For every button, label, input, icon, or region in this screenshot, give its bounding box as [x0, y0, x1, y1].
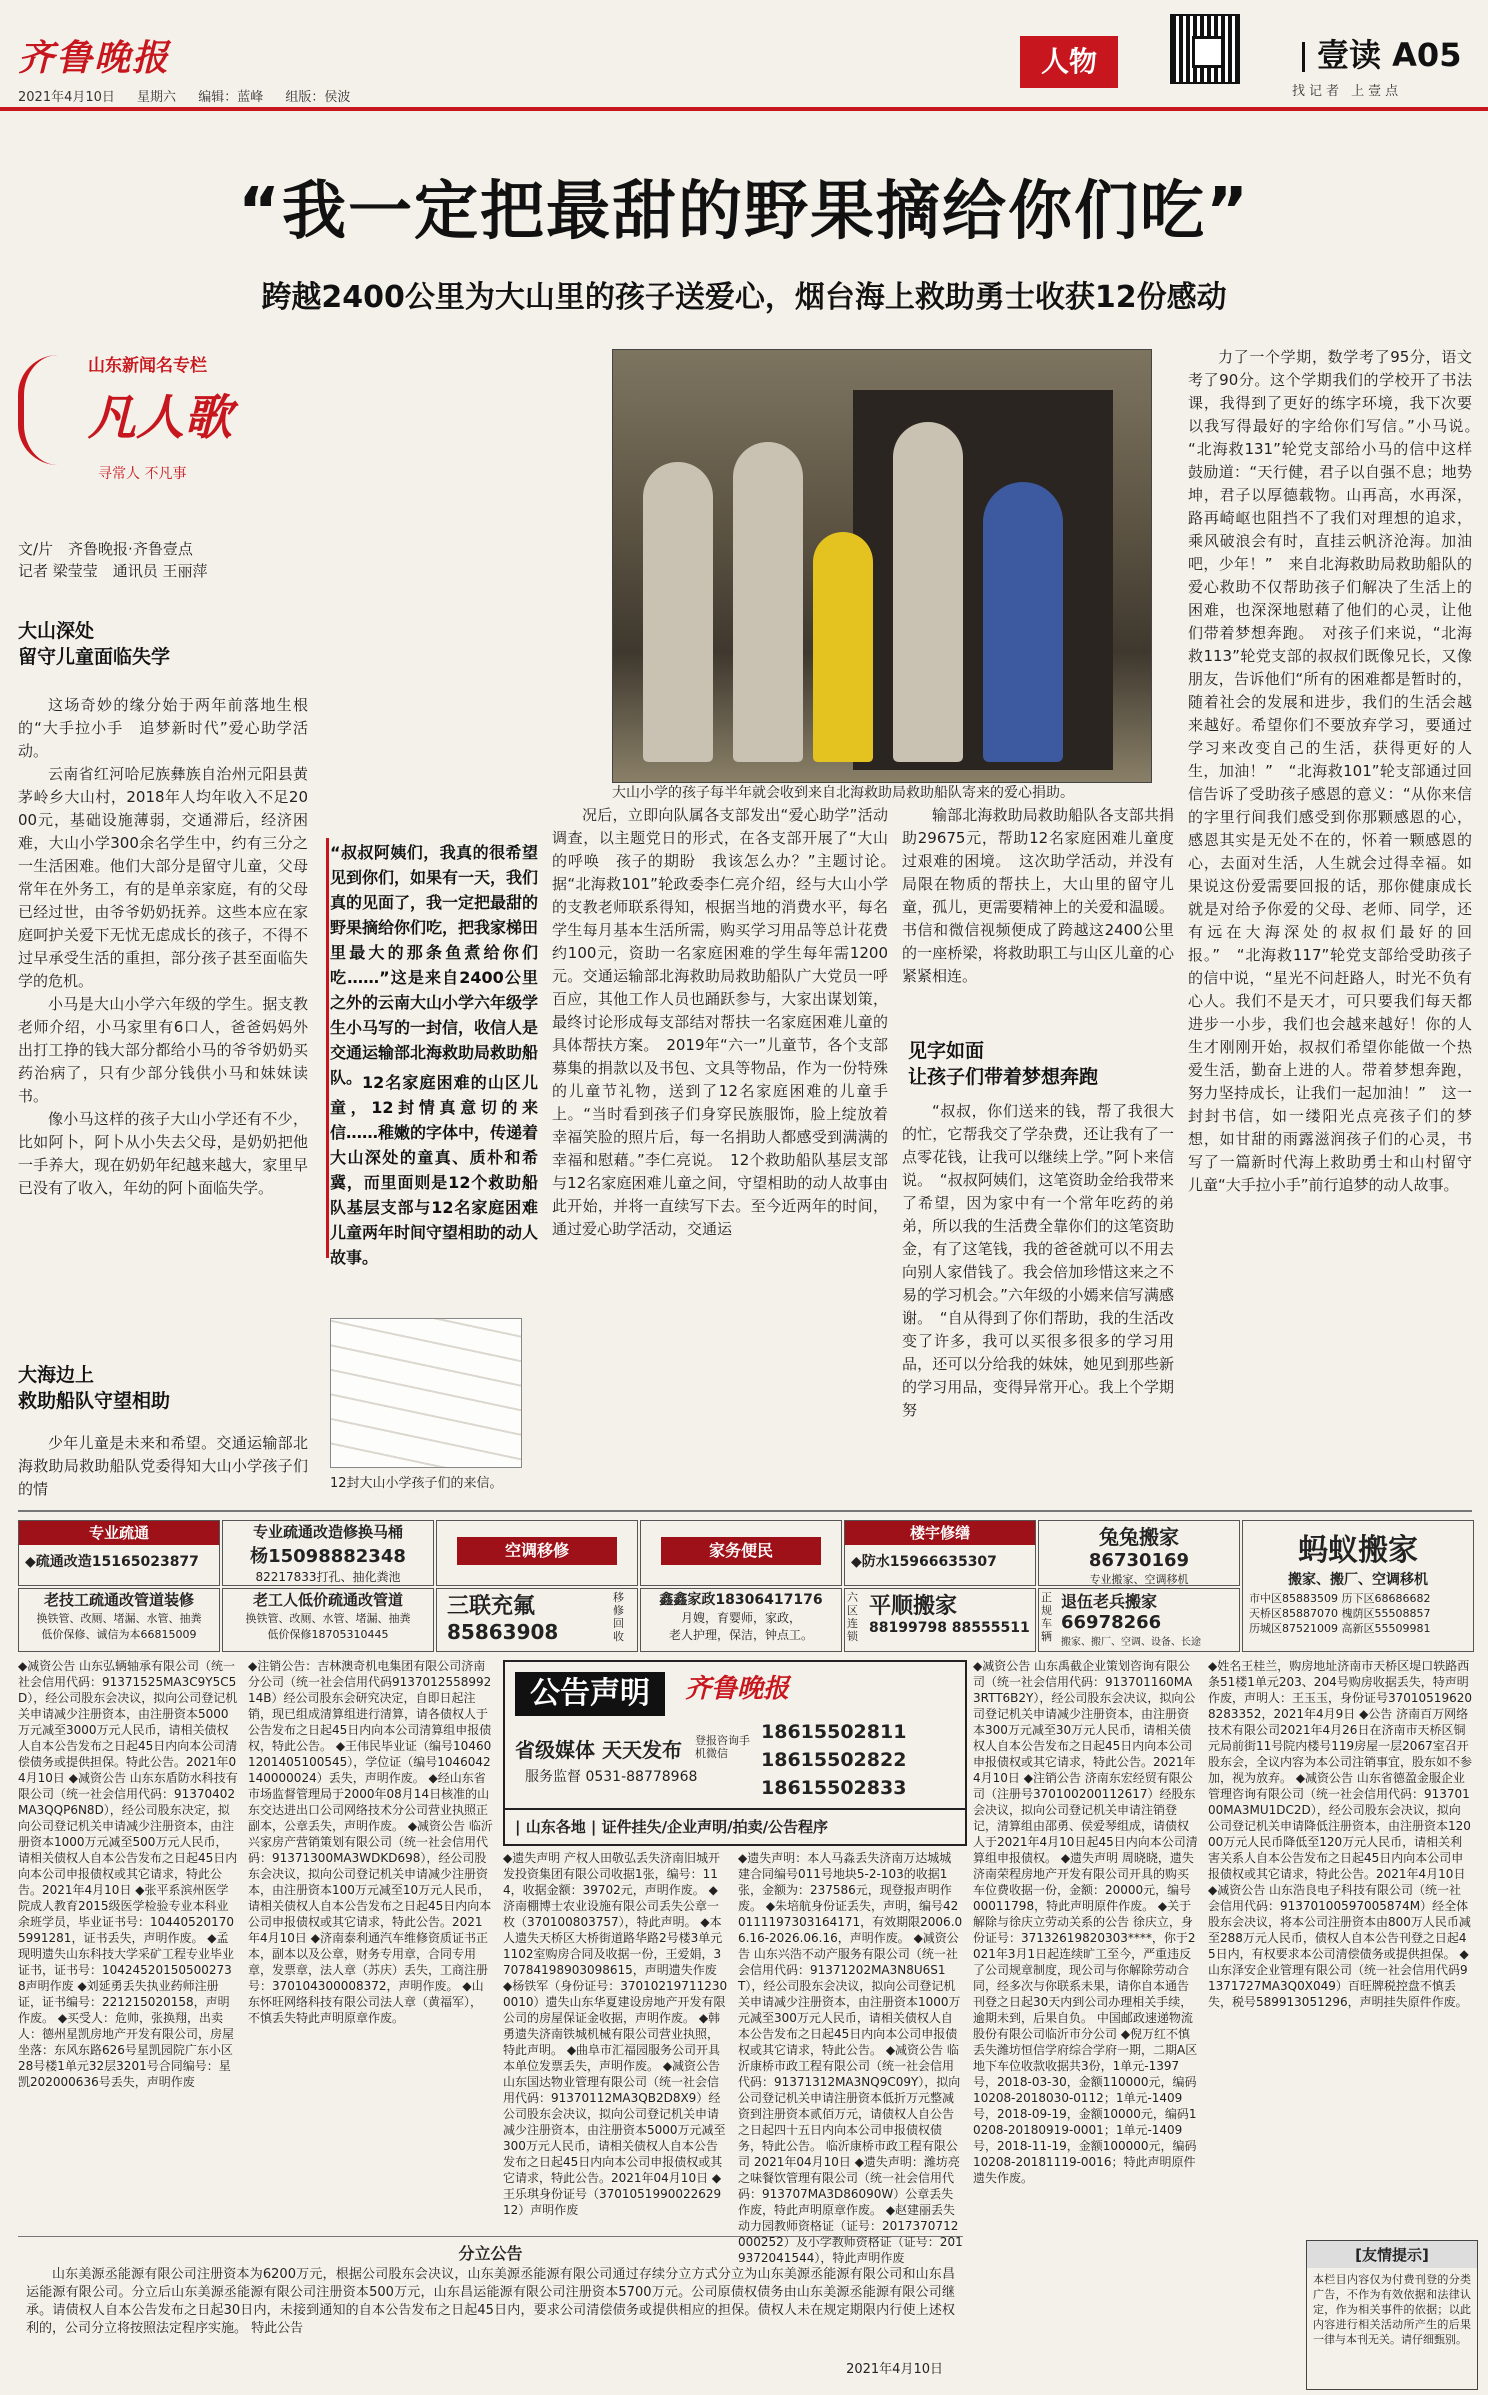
qr-code-icon[interactable] — [1170, 14, 1240, 84]
subtitle-2-line2: 救助船队守望相助 — [18, 1390, 171, 1412]
ad-head: 兔兔搬家 — [1099, 1525, 1179, 1549]
ad-line: 85863908 — [447, 1620, 559, 1644]
banner-title: 公告声明 — [515, 1672, 665, 1716]
ad-building[interactable] — [844, 1520, 1036, 1586]
photo-person — [813, 532, 873, 762]
notice-banner[interactable] — [503, 1660, 967, 1846]
ad-line: 天桥区85887070 槐荫区55508857 — [1249, 1607, 1431, 1620]
split-notice-title: 分立公告 — [458, 2244, 523, 2263]
article-headline: “我一定把最甜的野果摘给你们吃” — [237, 175, 1251, 249]
subtitle-3-line1: 见字如面 — [908, 1040, 985, 1062]
paragraph: 力了一个学期，数学考了95分，语文考了90分。这个学期我们的学校开了书法课，我得到了更好的练字环境，我下次要以我写得最好的字给你们写信。”小马说。 “北海救131”轮党支部给小马的信中这样鼓励道：“天行健，君子以自强不息；地势坤，君子以厚德载物。山再高，水再深，路再崎岖也阻挡不了我们对理想的追求，乘风破浪会有时，直挂云帆济沧海。加油吧，少年！” 来自北海救助局救助船队的爱心救助不仅帮助孩子们解决了生活上的困难，也深深地慰藉了他们的心灵，让他们带着梦想奔跑。 对孩子们来说，“北海救113”轮党支部的叔叔们既像兄长，又像朋友，告诉他们“所有的困难都是暂时的，随着社会的发展和进步，我们的生活会越来越好。希望你们不要放弃学习，要通过学习来改变自己的生活，获得更好的人生，加油！” “北海救101”轮支部通过回信告诉了受助孩子感恩的意义：“从你来信的字里行间我们感受到你那颗感恩的心，感恩其实是无处不在的，怀着一颗感恩的心，去面对生活，人生就会过得幸福。如果说这份爱需要回报的话，那你健康成长就是对给予你爱的父母、老师、同学，还有远在大海深处的叔叔们最好的回报。” “北海救117”轮党支部给受助孩子的信中说，“星光不问赶路人，时光不负有心人。我们不是天才，可只要我们每天都进步一小步，我们也会越来越好！你的人生才刚刚开始，叔叔们希望你能做一个热爱生活，勤奋上进的人。带着梦想奔跑，努力坚持成长，让我们一起加油！” 这一封封书信，如一缕阳光点亮孩子们的梦想，如甘甜的雨露滋润孩子们的心灵，书写了一篇新时代海上救助勇士和山村留守儿童“大手拉小手”前行追梦的动人故事。 — [1188, 348, 1488, 1194]
ad-line: 低价保修、诚信为本66815009 — [41, 1628, 197, 1641]
quote-accent-bar — [326, 838, 329, 1258]
banner-footer: | 山东各地 | 证件挂失/企业声明/拍卖/公告程序 — [505, 1808, 965, 1842]
paragraph: 少年儿童是未来和希望。交通运输部北海救助局救助船队党委得知大山小学孩子们的情 — [18, 1434, 308, 1498]
column-3-body — [552, 804, 904, 1504]
ad-head: 鑫鑫家政18306417176 — [659, 1592, 823, 1608]
phone-number[interactable]: 18615502822 — [761, 1749, 907, 1771]
friendly-tips-box — [1306, 2240, 1478, 2390]
ad-line: 市中区85883509 历下区68686682 — [1249, 1592, 1431, 1605]
ad-moving-ant[interactable] — [1242, 1520, 1474, 1652]
banner-phones — [761, 1718, 906, 1802]
byline-2: 记者 梁莹莹 通讯员 王丽萍 — [18, 562, 208, 580]
notice-text: ◆遗失声明：本人马淼丢失济南万达城城建合同编号011号地块5-2-103的收据1张，金额为：237586元，现登报声明作废。 ◆朱培航身份证丢失，声明，编号420111197303164171，有效期限2006.06.16-2026.06.16，声明作废。 ◆减资公告 山东兴浩不动产服务有限公司（统一社会信用代码：91371202MA3N8U6S1T），经公司股东会决议，拟向公司登记机关申请减少注册资本，由注册资本1000万元减至300万元人民币，请相关债权人自本公告发布之日起45日内向本公司申报债权或其它请求，特此公告。 ◆减资公告 临沂康桥市政工程有限公司（统一社会信用代码：91371312MA3NQ9C09Y），拟向公司登记机关申请注册资本低折万元整减资到注册资本贰佰万元，请债权人自公告之日起四十五日内向本公司申报债权债务，特此公告。 临沂康桥市政工程有限公司 2021年04月10日 ◆遗失声明：潍坊亮之味餐饮管理有限公司（统一社会信用代码：913707MA3D86090W）公章丢失作废，特此声明原章作废。 ◆赵建丽丢失动力园教师资格证（证号：2017370712000252）及小学教师资格证（证号：2019372041544），特此声明作废 — [738, 1851, 963, 2265]
column-name: 凡人歌 — [88, 390, 233, 446]
paragraph: 像小马这样的孩子大山小学还有不少，比如阿卜，阿卜从小失去父母，是奶奶把他一手养大，现在奶奶年纪越来越大，家里早已没有了收入，年幼的阿卜面临失学。 — [18, 1110, 308, 1197]
pub-layout: 组版：侯波 — [285, 90, 351, 105]
notice-column-6 — [1208, 1658, 1472, 2228]
notice-text: ◆姓名王桂兰，购房地址济南市天桥区堤口轶路西条51楼1单元203、204号购房收据丢失，特声明作废，声明人：王玉玉，身份证号370105196208283352，2021年4月9日 ◆公告 济南百万网络技术有限公司2021年4月26日在济南市天桥区铜元局前街11号院内楼号119房屋一层20​67室召开股东会，全议内容为本公司注销事宜，股东如不参加，视为放弃。 ◆减资公告 山东省德盈金服企业管理咨询有限公司（统一社会信用代码：91370100MA3MU1DC2D），经公司股东会决议，拟向公司登记机关申请降低注册资本，由注册资本12000万元人民币降低至120万元人民币，请相关利害关系人自本公告发布之日起45日内向本公司申报债权或其它请求，特此公告。2021年4月10日 ◆减资公告 山东浩良电子科技有限公司（统一社会信用代码：91370100597005874M）经全体股东会决议，将本公司注册资本由800万人民币减至288万元人民币，债权人自本公告刊登之日起45日内，有权要求本公司清偿债务或提供担保。 ◆山东泽安企业管理有限公司（统一社会信用代码91371727MA3Q0X049）百旺牌税控盘不慎丢失，税号589913051296，声明挂失原件作废。 — [1208, 1659, 1473, 2009]
column-4-body-b — [902, 1100, 1174, 1504]
ad-line: ◆疏通改造15165023877 — [25, 1554, 199, 1570]
photo-person — [643, 462, 713, 762]
subtitle-1-line1: 大山深处 — [18, 620, 95, 642]
tips-body: 本栏目内容仅为付费刊登的分类广告，不作为有效依据和法律认定，作为相关事件的依据；以此内容进行相关活动所产生的后果一律与本刊无关。请仔细甄别。 — [1313, 2273, 1471, 2346]
ad-drain-3[interactable] — [18, 1588, 220, 1652]
pub-date: 2021年4月10日 — [18, 90, 115, 105]
banner-service: 服务监督 0531-88778968 — [525, 1769, 698, 1785]
notice-column-5 — [973, 1658, 1198, 2388]
photo-person — [893, 422, 963, 762]
notice-column-4 — [738, 1850, 963, 2265]
page-number-box — [1290, 30, 1461, 76]
header-divider — [0, 107, 1488, 111]
ad-side: 正规车辆 — [1041, 1591, 1052, 1643]
column-logo — [18, 345, 278, 495]
subtitle-1-line2: 留守儿童面临失学 — [18, 646, 171, 668]
notice-column-3 — [503, 1850, 728, 2228]
paragraph: 输部北海救助局救助船队各支部共捐助29675元，帮助12名家庭困难儿童度过艰难的困境。 这次助学活动，并没有局限在物质的帮扶上，大山里的留守儿童，孤儿，更需要精神上的关爱和温暖。书信和微信视频便成了跨越这2400公里的一座桥梁，将救助职工与山区儿童的心紧紧相连。 — [902, 806, 1174, 985]
ad-line: ◆防水15966635307 — [851, 1554, 997, 1570]
split-notice — [18, 2236, 963, 2387]
article-subhead: 跨越2400公里为大山里的孩子送爱心，烟台海上救助勇士收获12份感动 — [261, 280, 1227, 315]
paragraph: 云南省红河哈尼族彝族自治州元阳县黄茅岭乡大山村，2018年人均年收入不足2000元，基础设施薄弱，交通滞后，经济困难，大山小学300余名学生中，约有三分之一生活困难。他们大部分是留守儿童，父母常年在外务工，有的是单亲家庭，有的父母已经过世，由爷爷奶奶抚养。这些本应在家庭呵护关爱下无忧无虑成长的孩子，不得不过早承受生活的重担，部分孩子甚至面临失学的危机。 — [18, 765, 308, 990]
letters-photo — [330, 1318, 522, 1468]
ad-head: 空调移修 — [457, 1537, 617, 1565]
notice-column-1 — [18, 1658, 238, 2228]
notice-text: ◆遗失声明 产权人田敬弘丢失济南旧城开发投资集团有限公司收据1张，编号：114，收据金额：39702元，声明作废。 ◆济南棚博士农业设施有限公司丢失公章一枚（370100803757），特此声明。 ◆本人遗失天桥区大桥街道路华路2号楼3单元1102室购房合同及收据一份，王爱娟，370784198903098615，声明遗失作废 ◆杨铁军（身份证号：370102197112300010）遗失山东华夏建设房地产开发有限公司的房屋保证金收据，声明作废。 ◆韩勇遗失济南铁城机械有限公司营业执照，特此声明。 ◆曲阜市汇福园服务公司开具本单位发票丢失，声明作废。 ◆减资公告 山东国达物业管理有限公司（统一社会信用代码：91370112MA3QB2D8X9）经公司股东会决议，拟向公司登记机关申请减少注册资本，由注册资本5000万元减至300万元人民币，请相关债权人自本公告发布之日起45日内向本公司申报债权或其它请求，特此公告。2021年04月10日 ◆王乐琪身份证号（370105199002262912）声明作废 — [503, 1851, 728, 2217]
ad-line: 杨15098882348 — [250, 1546, 406, 1567]
ad-head: 平顺搬家 — [869, 1594, 958, 1619]
ad-line: 搬家、搬厂、空调、设备、长途 — [1061, 1637, 1201, 1648]
split-notice-body: 山东美源丞能源有限公司注册资本为6200万元，根据公司股东会决议，山东美源丞能源有限公司通过存续分立方式分立为山东美源丞能源有限公司和山东昌运能源有限公司。分立后山东美源丞能源有限公司注册资本500万元，山东昌运能源有限公司注册资本5700万元。公司原债权债务由山东美源丞能源有限公司继承。请债权人自本公告发布之日起30日内，未接到通知的自本公告发布之日起45日内，要求公司清偿债务或提供相应的担保。债权人未在规定期限内行使上述权利的，公司分立将按照法定程序实施。 特此公告 — [26, 2267, 955, 2336]
subtitle-2 — [18, 1362, 298, 1414]
ad-head: 家务便民 — [661, 1537, 821, 1565]
banner-brand: 齐鲁晚报 — [685, 1674, 790, 1704]
ad-pingshun[interactable] — [844, 1588, 1036, 1652]
column-1-body-2 — [18, 1432, 308, 1502]
notice-column-2 — [248, 1658, 493, 2228]
paragraph: 况后，立即向队属各支部发出“爱心助学”活动调查，以主题党日的形式，在各支部开展了“大山的呼唤 孩子的期盼 我该怎么办？”主题讨论。 据“北海救101”轮政委李仁亮介绍，经与大山小学的支教老师联系得知，根据当地的消费水平，每名学生每月基本生活所需，购买学习用品等总计花费约100元，资助一名家庭困难的学生每年需1200元。交通运输部北海救助局救助船队广大党员一呼百应，其他工作人员也踊跃参与，大家出谋划策，最终讨论形成每支部结对帮扶一名家庭困难儿童的具体帮扶方案。 2019年“六一”儿童节，各个支部募集的捐款以及书包、文具等物品，作为一份特殊的儿童节礼物，送到了12名家庭困难的儿童手上。“当时看到孩子们身穿民族服饰，脸上绽放着幸福笑脸的照片后，每一名捐助人都感受到满满的幸福和慰藉。”李仁亮说。 12个救助船队基层支部与12名家庭困难儿童之间，守望相助的动人故事由此开始，并将一直续写下去。至今近两年的时间，通过爱心助学活动，交通运 — [552, 806, 904, 1238]
ad-side: 移修回收 — [613, 1591, 624, 1643]
pub-editor: 编辑：蓝峰 — [198, 90, 264, 105]
notice-text: ◆减资公告 山东禹截企业策划咨询有限公司（统一社会信用代码：913701160MA3RTT6B2Y），经公司股东会决议，拟向公司登记机关申请减少注册资本，由注册资本300万元减至30万元人民币，请相关债权人自本公告发布之日起45日内向本公司申报债权或其它请求，特此公告。2021年4月10日 ◆注销公告 济南东宏经贸有限公司（注册号3701002001126​17）经股东会决议，拟向公司登记机关申请注销登记，清算组由邵勇、侯爱琴组成，请债权人于2021年4月10日起45日内向本公司清算组申报债权。 ◆遗失声明 周晓晓，遗失济南荣程房地产开发有限公司开具的购买车位费收据一份，金额：20000元，编号00011798，特此声明原件作废。 ◆关于解除与徐庆立劳动关系的公告 徐庆立，身份证号：37132619820303****，你于2021年3月1日起连续旷工至今，严重违反了公司规章制度，现公司与你解除劳动合同，经多次与你联系未果，请你自本通告刊登之日起30天内到公司办理相关手续，逾期未到，后果自负。 中国邮政速递物流股份有限公司临沂市分公司 ◆倪万红不慎丢失潍坊恒信学府综合学府一期，二期A区地下车位收款收据共3份，1单元-1397号，2018-03-30，金额110000元，编码10208-2018030-0112；1单元-1409号，2018-09-19，金额10000元，编码10208-20180919-0001；1单元-1409号，2018-11-19，金额100000元，编码10208-20181119-0016；特此声明原件遗失作废。 — [973, 1659, 1198, 2185]
ad-line: 低价保修18705310445 — [267, 1628, 389, 1641]
publication-info — [18, 86, 368, 105]
ad-head: 楼宇修缮 — [845, 1521, 1035, 1545]
ad-drain-2[interactable] — [222, 1520, 434, 1586]
column-5-body — [1188, 346, 1488, 1504]
ad-freon[interactable] — [436, 1588, 638, 1652]
column-4-body-a — [902, 804, 1174, 1024]
ad-xinxin[interactable] — [640, 1588, 842, 1652]
tips-title: [友情提示] — [1307, 2241, 1477, 2268]
ad-veteran[interactable] — [1038, 1588, 1240, 1652]
ad-line: 换铁管、改厕、水管、堵漏、抽粪 — [245, 1612, 411, 1625]
ad-line: 82217833打孔、抽化粪池 — [255, 1570, 401, 1584]
ad-head: 三联充氟 — [447, 1594, 536, 1619]
ad-drain-1[interactable] — [18, 1520, 220, 1586]
split-notice-date: 2021年4月10日 — [846, 2362, 943, 2377]
ad-line: 66978266 — [1061, 1612, 1162, 1633]
subtitle-3-line2: 让孩子们带着梦想奔跑 — [908, 1066, 1099, 1088]
ad-line: 换铁管、改厕、堵漏、水管、抽粪 — [36, 1612, 202, 1625]
article-bottom-rule — [18, 1510, 1472, 1512]
banner-note: 登报咨询手机微信 — [695, 1734, 750, 1760]
photo-person — [983, 482, 1063, 762]
ad-line: 搬家、搬厂、空调移机 — [1288, 1572, 1428, 1588]
ad-head: 老工人低价疏通改管道 — [252, 1591, 403, 1609]
photo-caption: 大山小学的孩子每半年就会收到来自北海救助局救助船队寄来的爱心捐助。 — [612, 785, 1074, 801]
ad-head: 专业疏通改造修换马桶 — [252, 1523, 403, 1541]
ad-line: 86730169 — [1088, 1550, 1190, 1571]
page-number: A05 — [1392, 36, 1462, 74]
ad-line: 历城区87521009 高新区55509981 — [1249, 1622, 1431, 1635]
column-1-body — [18, 694, 308, 1350]
subtitle-1 — [18, 618, 298, 670]
music-note-icon — [18, 355, 90, 465]
ad-moving-rabbit[interactable] — [1038, 1520, 1240, 1586]
byline-1: 文/片 齐鲁晚报·齐鲁壹点 — [18, 540, 193, 558]
notice-text: ◆减资公告 山东弘辆轴承有限公司（统一社会信用代码：91371525MA3C9Y5C5D），经公司股东会决议，拟向公司登记机关申请减少注册资本，由注册资本5000万元减至3000万元人民币，请相关债权人自本公告发布之日起45日内向本公司清偿债务或提供担保。特此公告。2021年04月10日 ◆减资公告 山东东盾防水科技有限公司（统一社会信用代码：91370402MA3QQP6N8D），经公司股东决定，拟向公司登记机关申请减少注册资本，由注册资本1000万元减至500万元人民币，请相关债权人自本公告发布之日起45日内向本公司申报债权或其它请求，特此公告。2021年4月10日 ◆张平系滨州医学院成人教育2015级医学检验专业本科业余班学员，毕业证书号：104405201705991281，证书丢失，声明作废。 ◆孟现明遗失山东科技大学采矿工程专业毕业证书，证书号：104245201505002738声明作废 ◆刘延勇丢失执业药师注册证，证书编号：221215020158，声明作废。 ◆买受人：危帅，张换翔，出卖人：德州星凯房地产开发有限公司，房屋坐落：东风东路626号星凯园院广东小区28号楼1单元32层3201号合同编号：星凯202000636号丢失，声明作废 — [18, 1659, 238, 2089]
ad-head: 老技工疏通改管道装修 — [43, 1591, 194, 1609]
ad-drain-4[interactable] — [222, 1588, 434, 1652]
ad-side: 六区连锁 — [847, 1591, 858, 1643]
ad-line: 专业搬家、空调移机 — [1089, 1573, 1189, 1586]
ad-line: 月嫂，育婴师，家政， — [680, 1611, 801, 1625]
article-photo — [612, 349, 1152, 783]
reporters-line: 找记者 上壹点 — [1292, 84, 1403, 99]
ad-head: 蚂蚁搬家 — [1298, 1533, 1418, 1568]
phone-number[interactable]: 18615502811 — [761, 1721, 907, 1743]
pull-quote-2: 12名家庭困难的山区儿童，12封情真意切的来信……稚嫩的字体中，传递着大山深处的童真、质朴和希冀，而里面则是12个救助船队基层支部与12名家庭困难儿童两年时间守望相助的动人故事。 — [330, 1073, 539, 1267]
ad-line: 老人护理，保洁，钟点工。 — [668, 1628, 813, 1642]
subtitle-2-line1: 大海边上 — [18, 1364, 95, 1386]
ad-housekeeping[interactable] — [640, 1520, 842, 1586]
section-tab[interactable]: 人物 — [1020, 36, 1118, 88]
letters-caption: 12封大山小学孩子们的来信。 — [330, 1476, 503, 1491]
notice-text: ◆注销公告：吉林澳奇机电集团有限公司济南分公司（统一社会信用代码913701255899214B）经公司股东会研究决定，自即日起注销，现已组成清算组进行清算，请各债权人于公告发布之日起45日内向本公司清算组申报债权，特此公告。 ◆王伟民毕业证（编号104601201405100545），学位证（编号1046042140000024）丢失，声明作废。 ◆经山东省市场监督管理局于2000年08月14日核准的山东交达进出口公司网络技术分公司营业执照正副本，公章丢失，声明作废。 ◆减资公告 临沂兴家房产营销策划有限公司（统一社会信用代码：91371300MA3WDKD698），经公司股东会决议，拟向公司登记机关申请减少注册资本，由注册资本100万元减至10万元人民币，请相关债权人自本公告发布之日起45日内向本公司申报债权或其它请求，特此公告。2021年4月10日 ◆济南泰利通汽车维修资质证书正本，副本以及公章，财务专用章，合同专用章，发票章，法人章（苏庆）丢失，工商注册号：370104300008372，声明作废。 ◆山东怀旺网络科技有限公司法人章（黄福军），不慎丢失特此声明原章作废。 — [248, 1659, 493, 2025]
paragraph: “叔叔，你们送来的钱，帮了我很大的忙，它帮我交了学杂费，还让我有了一点零花钱，让我可以继续上学。”阿卜来信说。 “叔叔阿姨们，这笔资助金给我带来了希望，因为家中有一个常年吃药的弟弟，所以我的生活费全靠你们的这笔资助金，有了这笔钱，我的爸爸就可以不用去向别人家借钱了。我会倍加珍惜这来之不易的学习机会。”六年级的小嫣来信写满感谢。 “自从得到了你们帮助，我的生活改变了许多，我可以买很多很多的学习用品，还可以分给我的妹妹，她见到那些新的学习用品，变得异常开心。我上个学期努 — [902, 1102, 1174, 1419]
page-label: 壹读 — [1317, 36, 1382, 74]
newspaper-logo: 齐鲁晚报 — [18, 38, 171, 79]
ad-line: 88199798 88555511 — [869, 1620, 1030, 1636]
pub-weekday: 星期六 — [137, 90, 177, 105]
column-tag: 寻常人 不凡事 — [98, 466, 187, 482]
subtitle-3 — [908, 1038, 1168, 1090]
pull-quote: “叔叔阿姨们，我真的很希望见到你们，如果有一天，我们真的见面了，我一定把最甜的野果摘给你们吃，把我家梯田里最大的那条鱼煮给你们吃……”这是来自2400公里之外的云南大山小学六年级学生小马写的一封信，收信人是交通运输部北海救助局救助船队。 — [330, 843, 539, 1087]
ad-head: 退伍老兵搬家 — [1061, 1592, 1158, 1611]
paragraph: 这场奇妙的缘分始于两年前落地生根的“大手拉小手 追梦新时代”爱心助学活动。 — [18, 696, 308, 760]
ad-head: 专业疏通 — [19, 1521, 219, 1545]
photo-person — [733, 442, 803, 762]
ad-aircon[interactable] — [436, 1520, 638, 1586]
column-top: 山东新闻名专栏 — [88, 356, 207, 376]
phone-number[interactable]: 18615502833 — [761, 1777, 907, 1799]
paragraph: 小马是大山小学六年级的学生。据支教老师介绍，小马家里有6口人，爸爸妈妈外出打工挣的钱大部分都给小马的爷爷奶奶买药治病了，只有少部分钱供小马和妹妹读书。 — [18, 995, 308, 1105]
banner-slogan: 省级媒体 天天发布 — [515, 1738, 682, 1762]
